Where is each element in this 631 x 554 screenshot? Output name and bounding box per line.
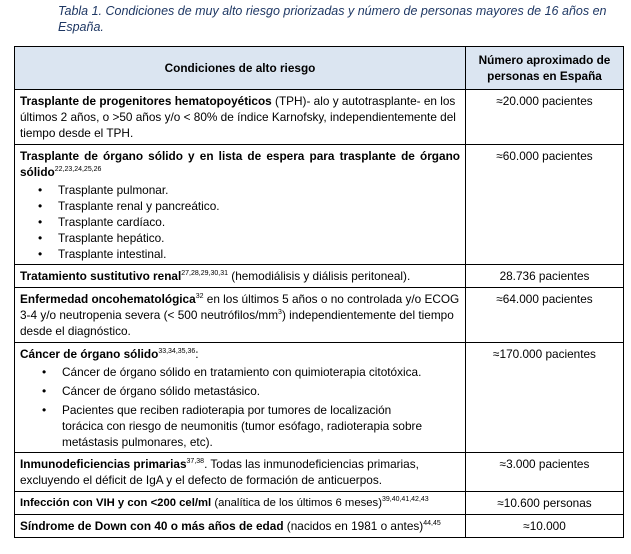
list-item: • Cáncer de órgano sólido metastásico. <box>48 383 424 399</box>
reference-numbers: 33,34,35,36 <box>158 348 196 356</box>
table-row <box>15 515 624 538</box>
reference-numbers: 44,45 <box>423 520 441 528</box>
list-item: • Trasplante cardíaco. <box>44 214 460 230</box>
list-item: • Trasplante pulmonar. <box>44 182 460 198</box>
table-row <box>15 343 624 453</box>
bullet-list <box>20 182 460 262</box>
table-header-row <box>15 47 624 90</box>
count-cell: ≈60.000 pacientes <box>466 145 624 265</box>
condition-title: Inmunodeficiencias primarias <box>20 457 187 471</box>
count-cell: ≈20.000 pacientes <box>466 90 624 145</box>
count-cell: ≈3.000 pacientes <box>466 453 624 492</box>
condition-text: ) independientemente del tiempo desde el diagnóstico. <box>20 308 454 338</box>
table-row <box>15 90 624 145</box>
reference-numbers: 32 <box>195 293 204 301</box>
condition-cell <box>15 343 466 453</box>
count-cell: ≈170.000 pacientes <box>466 343 624 453</box>
reference-numbers: 22,23,24,25,26 <box>54 166 102 174</box>
table-row <box>15 265 624 288</box>
condition-title: Trasplante de progenitores hematopoyéticos <box>20 94 272 108</box>
table-row <box>15 145 624 265</box>
table-row <box>15 492 624 515</box>
risk-conditions-table <box>14 46 624 538</box>
condition-cell <box>15 90 466 145</box>
header-people-count: Número aproximado de personas en España <box>466 47 624 90</box>
table-row <box>15 288 624 343</box>
count-cell: 28.736 pacientes <box>466 265 624 288</box>
condition-cell <box>15 515 466 538</box>
header-conditions: Condiciones de alto riesgo <box>15 47 466 90</box>
condition-cell <box>15 492 466 515</box>
list-item: • Trasplante renal y pancreático. <box>44 198 460 214</box>
count-cell: ≈64.000 pacientes <box>466 288 624 343</box>
table-row <box>15 453 624 492</box>
reference-numbers: 27,28,29,30,31 <box>181 270 228 278</box>
condition-text: en los últimos 5 años o no controlada y/o ECOG 3-4 y/o neutropenia severa (< 500 neutrófilos/mm <box>20 292 460 322</box>
list-item: • Trasplante hepático. <box>44 230 460 246</box>
condition-title: Síndrome de Down con 40 o más años de edad <box>20 519 284 533</box>
reference-numbers: 37,38 <box>186 458 205 466</box>
condition-cell <box>15 288 466 343</box>
condition-text: (hemodiálisis y diálisis peritoneal). <box>227 269 411 283</box>
reference-numbers: 39,40,41,42,43 <box>381 496 429 504</box>
condition-cell <box>15 453 466 492</box>
condition-text: (analítica de los últimos 6 meses) <box>211 497 382 509</box>
condition-text: : <box>195 347 199 361</box>
list-item: • Cáncer de órgano sólido en tratamiento con quimioterapia citotóxica. <box>48 364 424 380</box>
condition-title: Trasplante de órgano sólido y en lista de espera para trasplante de órgano sólido <box>20 149 460 179</box>
condition-title: Infección con VIH y con <200 cel/ml <box>20 497 212 509</box>
condition-text: (nacidos en 1981 o antes) <box>283 519 424 533</box>
count-cell: ≈10.000 <box>466 515 624 538</box>
bullet-list <box>20 364 460 450</box>
condition-text: . Todas las inmunodeficiencias primarias, excluyendo el déficit de IgA y el defecto de formación de anticuerpos. <box>20 457 419 487</box>
condition-text: (TPH)- alo y autotrasplante- en los últimos 2 años, o >50 años y/o < 80% de índice Karnofsky, independientemente del tiempo desde el TPH. <box>20 94 456 140</box>
condition-cell <box>15 145 466 265</box>
unit-superscript: 3 <box>278 309 282 317</box>
list-item: • Trasplante intestinal. <box>44 246 460 262</box>
condition-title: Enfermedad oncohematológica <box>20 292 196 306</box>
condition-cell <box>15 265 466 288</box>
table-caption: Tabla 1. Condiciones de muy alto riesgo priorizadas y número de personas mayores de 16 años en España. <box>58 4 607 34</box>
condition-title: Cáncer de órgano sólido <box>20 347 159 361</box>
list-item: • Pacientes que reciben radioterapia por tumores de localización torácica con riesgo de neumonitis (tumor esófago, radioterapia sobre metástasis pulmonares, etc). <box>48 402 424 450</box>
count-cell: ≈10.600 personas <box>466 492 624 515</box>
condition-title: Tratamiento sustitutivo renal <box>20 269 182 283</box>
